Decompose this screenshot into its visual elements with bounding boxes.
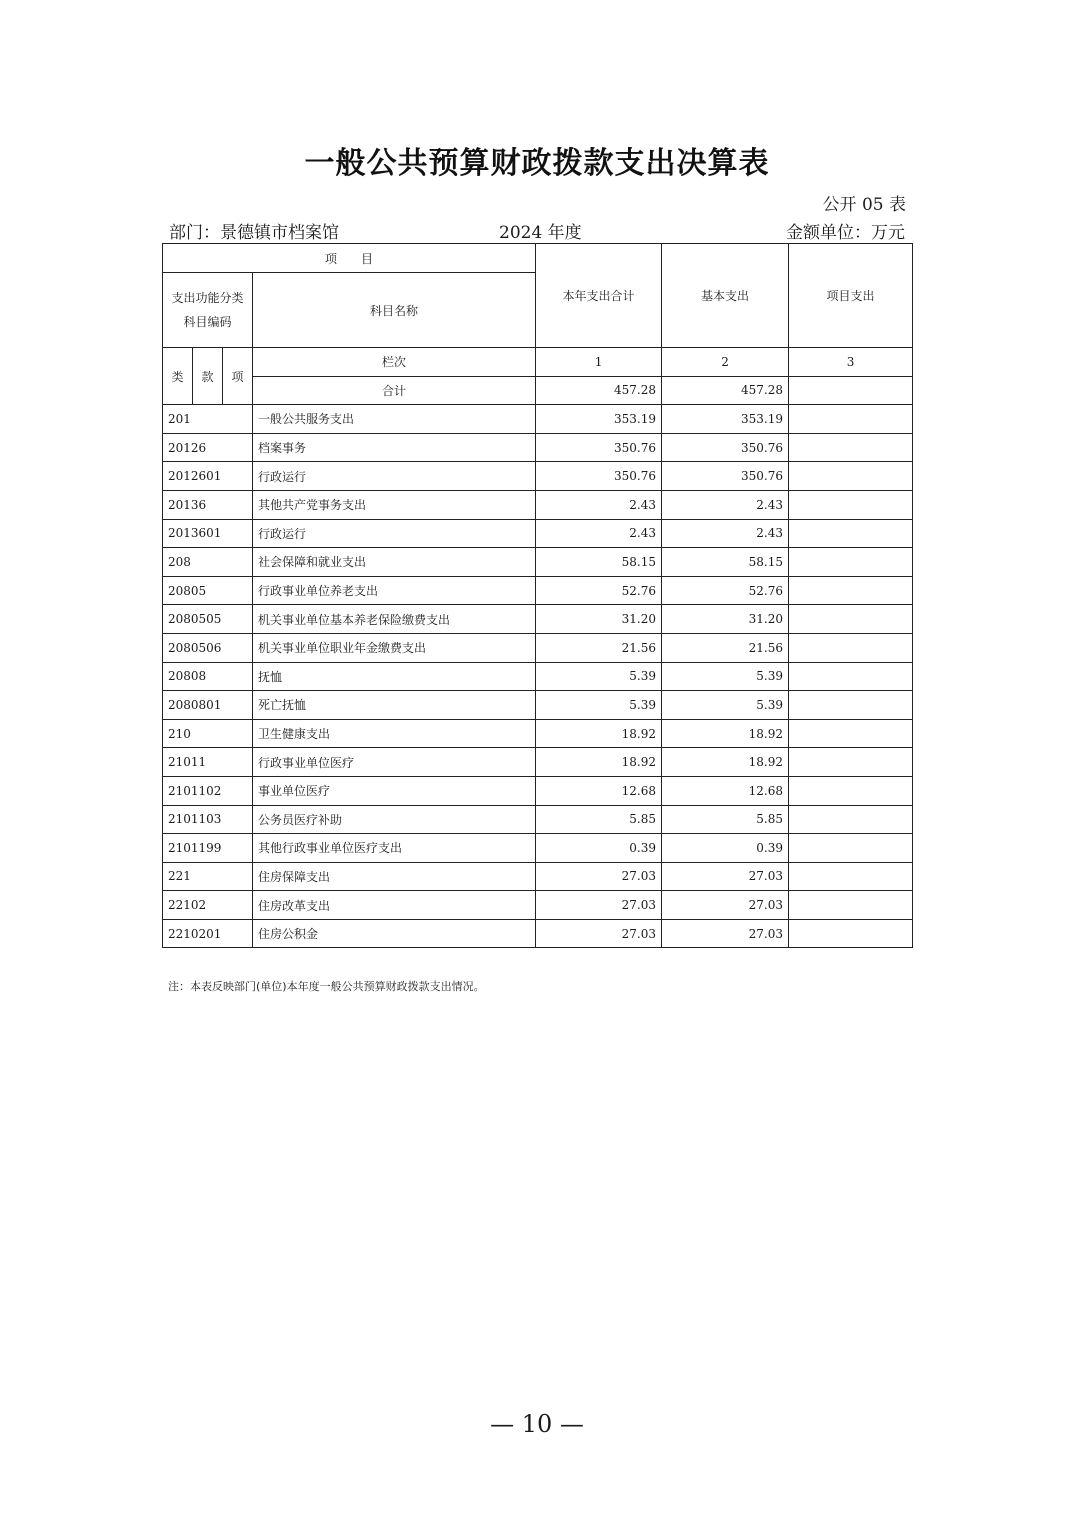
row-code: 21011: [163, 748, 253, 777]
row-total: 2.43: [536, 519, 662, 548]
row-project: [789, 605, 913, 634]
header-name: 科目名称: [253, 273, 536, 348]
department-label: 部门：景德镇市档案馆: [169, 223, 339, 243]
row-basic: 27.03: [662, 919, 789, 948]
row-total: 58.15: [536, 548, 662, 577]
header-item: 项 目: [163, 244, 536, 273]
row-total: 5.85: [536, 805, 662, 834]
row-total: 27.03: [536, 891, 662, 920]
row-total: 18.92: [536, 748, 662, 777]
row-basic: 21.56: [662, 633, 789, 662]
sum-project: [789, 376, 913, 405]
row-total: 2.43: [536, 490, 662, 519]
row-basic: 5.39: [662, 691, 789, 720]
row-basic: 350.76: [662, 462, 789, 491]
row-code: 2080505: [163, 605, 253, 634]
form-number: 公开 05 表: [822, 195, 906, 215]
row-project: [789, 433, 913, 462]
row-name: 抚恤: [253, 662, 536, 691]
row-total: 5.39: [536, 691, 662, 720]
row-name: 公务员医疗补助: [253, 805, 536, 834]
meta-line: [163, 218, 911, 242]
row-name: 住房保障支出: [253, 862, 536, 891]
row-name: 住房改革支出: [253, 891, 536, 920]
row-name: 机关事业单位基本养老保险缴费支出: [253, 605, 536, 634]
sum-total: 457.28: [536, 376, 662, 405]
row-project: [789, 633, 913, 662]
table-note: 注：本表反映部门(单位)本年度一般公共预算财政拨款支出情况。: [168, 980, 485, 993]
sum-basic: 457.28: [662, 376, 789, 405]
row-project: [789, 719, 913, 748]
row-project: [789, 919, 913, 948]
row-basic: 58.15: [662, 548, 789, 577]
row-project: [789, 519, 913, 548]
table-row: [163, 919, 913, 948]
row-basic: 27.03: [662, 891, 789, 920]
row-project: [789, 862, 913, 891]
header-col1: 1: [536, 348, 662, 377]
row-project: [789, 548, 913, 577]
row-total: 5.39: [536, 662, 662, 691]
row-basic: 52.76: [662, 576, 789, 605]
table-row: [163, 662, 913, 691]
header-col3: 3: [789, 348, 913, 377]
row-basic: 18.92: [662, 748, 789, 777]
row-project: [789, 462, 913, 491]
row-code: 208: [163, 548, 253, 577]
row-basic: 31.20: [662, 605, 789, 634]
table-row: [163, 462, 913, 491]
row-name: 行政事业单位医疗: [253, 748, 536, 777]
row-basic: 5.39: [662, 662, 789, 691]
row-total: 18.92: [536, 719, 662, 748]
table-row: [163, 633, 913, 662]
row-basic: 18.92: [662, 719, 789, 748]
table-row: [163, 405, 913, 434]
row-code: 2080506: [163, 633, 253, 662]
header-project: 项目支出: [789, 244, 913, 348]
header-kuan: 款: [193, 348, 223, 405]
row-name: 卫生健康支出: [253, 719, 536, 748]
row-project: [789, 891, 913, 920]
header-code-line1: 支出功能分类: [171, 291, 244, 305]
row-total: 27.03: [536, 919, 662, 948]
table-row: [163, 691, 913, 720]
table-row: [163, 891, 913, 920]
row-project: [789, 805, 913, 834]
table-row: [163, 776, 913, 805]
row-code: 2101199: [163, 834, 253, 863]
row-code: 20126: [163, 433, 253, 462]
row-code: 201: [163, 405, 253, 434]
sum-label: 合计: [253, 376, 536, 405]
header-xiang: 项: [223, 348, 253, 405]
page-title: 一般公共预算财政拨款支出决算表: [304, 146, 770, 181]
row-project: [789, 405, 913, 434]
table-row: [163, 433, 913, 462]
row-total: 350.76: [536, 462, 662, 491]
row-name: 其他行政事业单位医疗支出: [253, 834, 536, 863]
table-row: [163, 490, 913, 519]
header-lei: 类: [163, 348, 193, 405]
table-row: [163, 719, 913, 748]
unit-label: 金额单位：万元: [786, 223, 905, 243]
row-code: 20136: [163, 490, 253, 519]
row-name: 行政运行: [253, 462, 536, 491]
sum-row: [163, 376, 913, 405]
row-name: 事业单位医疗: [253, 776, 536, 805]
row-total: 21.56: [536, 633, 662, 662]
row-total: 0.39: [536, 834, 662, 863]
header-row-item: [163, 244, 913, 273]
row-total: 52.76: [536, 576, 662, 605]
header-code: [163, 273, 253, 348]
row-name: 行政事业单位养老支出: [253, 576, 536, 605]
row-code: 2210201: [163, 919, 253, 948]
table-row: [163, 548, 913, 577]
row-project: [789, 834, 913, 863]
row-basic: 5.85: [662, 805, 789, 834]
row-basic: 2.43: [662, 519, 789, 548]
row-name: 住房公积金: [253, 919, 536, 948]
row-name: 死亡抚恤: [253, 691, 536, 720]
row-total: 353.19: [536, 405, 662, 434]
header-code-line2: 科目编码: [183, 315, 232, 329]
budget-table: [162, 243, 913, 948]
table-row: [163, 748, 913, 777]
row-code: 20805: [163, 576, 253, 605]
header-col2: 2: [662, 348, 789, 377]
row-code: 221: [163, 862, 253, 891]
table-row: [163, 519, 913, 548]
page-number: — 10 —: [490, 1410, 584, 1438]
row-project: [789, 576, 913, 605]
row-basic: 353.19: [662, 405, 789, 434]
row-code: 210: [163, 719, 253, 748]
row-basic: 350.76: [662, 433, 789, 462]
row-name: 档案事务: [253, 433, 536, 462]
row-total: 31.20: [536, 605, 662, 634]
row-code: 2101102: [163, 776, 253, 805]
table-row: [163, 834, 913, 863]
row-basic: 27.03: [662, 862, 789, 891]
row-total: 350.76: [536, 433, 662, 462]
header-total: 本年支出合计: [536, 244, 662, 348]
row-code: 2012601: [163, 462, 253, 491]
row-project: [789, 748, 913, 777]
row-name: 机关事业单位职业年金缴费支出: [253, 633, 536, 662]
row-project: [789, 776, 913, 805]
row-name: 社会保障和就业支出: [253, 548, 536, 577]
table-row: [163, 576, 913, 605]
row-name: 行政运行: [253, 519, 536, 548]
row-code: 2080801: [163, 691, 253, 720]
row-basic: 2.43: [662, 490, 789, 519]
row-project: [789, 691, 913, 720]
row-code: 22102: [163, 891, 253, 920]
header-basic: 基本支出: [662, 244, 789, 348]
header-row-lanci: [163, 348, 913, 377]
row-project: [789, 490, 913, 519]
row-project: [789, 662, 913, 691]
row-basic: 12.68: [662, 776, 789, 805]
row-code: 20808: [163, 662, 253, 691]
row-name: 其他共产党事务支出: [253, 490, 536, 519]
row-code: 2013601: [163, 519, 253, 548]
row-basic: 0.39: [662, 834, 789, 863]
row-name: 一般公共服务支出: [253, 405, 536, 434]
year-label: 2024 年度: [499, 223, 582, 243]
header-lanci: 栏次: [253, 348, 536, 377]
row-total: 27.03: [536, 862, 662, 891]
table-row: [163, 605, 913, 634]
row-total: 12.68: [536, 776, 662, 805]
row-code: 2101103: [163, 805, 253, 834]
table-row: [163, 805, 913, 834]
table-row: [163, 862, 913, 891]
